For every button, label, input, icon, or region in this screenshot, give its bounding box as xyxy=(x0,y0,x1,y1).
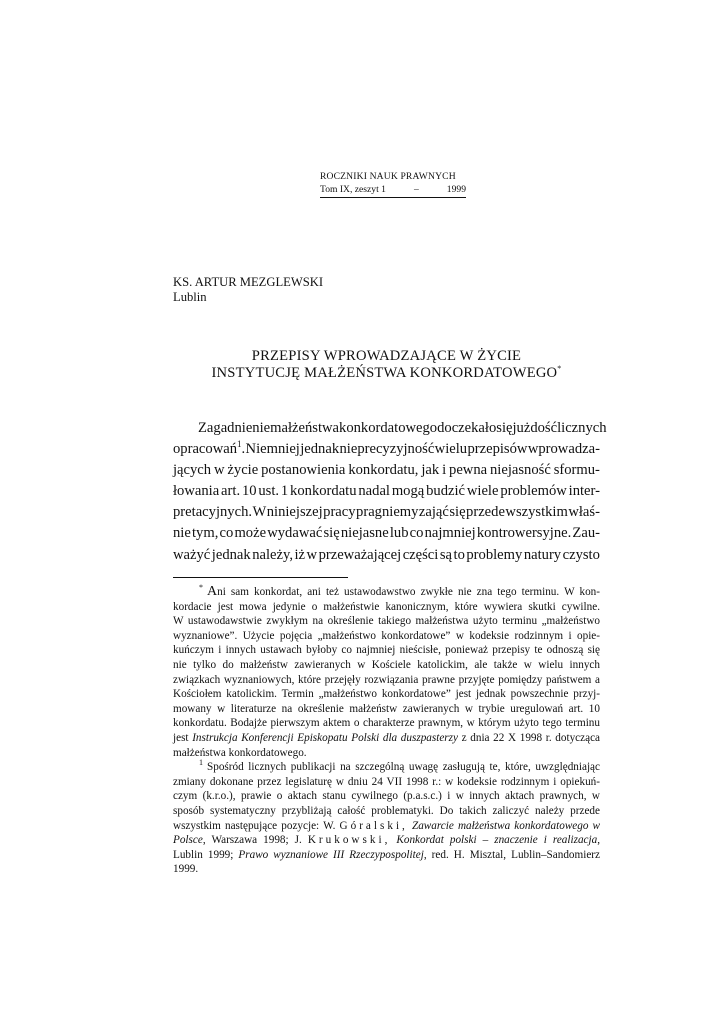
body-word: dość xyxy=(530,420,558,436)
footnote-star-initial: A xyxy=(207,584,218,599)
footnote-star-line xyxy=(173,746,600,761)
journal-name: ROCZNIKI NAUK PRAWNYCH xyxy=(320,171,456,182)
title-line-2-text: INSTYTUCJĘ MAŁŻEŃSTWA KONKORDATOWEGO xyxy=(211,365,558,381)
body-word: 1 xyxy=(280,483,289,500)
footnote-text: , red. H. Misztal, Lublin–Sandomierz xyxy=(423,848,600,861)
body-word: jednak xyxy=(211,546,251,563)
body-word: ust. xyxy=(258,483,280,500)
footnote-italic-title: Instrukcja Konferencji Episkopatu Polski dla duszpasterzy xyxy=(192,731,458,744)
body-word: mogą xyxy=(391,483,425,500)
body-word: są xyxy=(439,546,453,563)
footnote-star-line-text xyxy=(173,731,600,746)
footnote-separator xyxy=(173,577,348,578)
footnote-1-last-text: 1999. xyxy=(173,863,199,876)
body-line xyxy=(173,545,600,566)
footnote-star-line-text: Kościołem katolickim. Termin „małżeństwo konkordatowe” jest jednak powszechnie przyj- xyxy=(173,688,600,701)
body-word: małżeństwa xyxy=(270,420,340,436)
footnote-text: , Warszawa 1998; J. xyxy=(202,834,302,847)
body-word: jak xyxy=(421,462,440,479)
body-word: właś- xyxy=(568,504,600,521)
body-word: zająć xyxy=(418,504,449,521)
footnote-text: jest xyxy=(173,731,189,744)
body-word: 10 xyxy=(241,483,257,500)
footnote-star-last-text: małżeństwa konkordatowego. xyxy=(173,746,307,759)
footnote-1-line xyxy=(173,862,600,877)
footnote-star-line-text: nie tylko do małżeństw zawieranych w Kościele katolickim, ale także w wielu innych xyxy=(173,658,600,671)
footnote-italic-title: Konkordat polski – znaczenie i realizacja xyxy=(396,834,598,847)
body-word: pracy xyxy=(323,504,356,521)
footnote-star-line-text: kuńczym i innych ustawach byłoby co najmniej nieścisłe, ponieważ przepisy te odnoszą się xyxy=(173,644,600,657)
footnotes-section xyxy=(173,585,600,877)
footnote-text: z dnia 22 X 1998 r. dotycząca xyxy=(461,731,601,744)
title-line-2 xyxy=(173,365,600,382)
footnote-italic-title: Prawo wyznaniowe III Rzeczypospolitej xyxy=(238,848,424,861)
body-word: i xyxy=(442,462,447,479)
body-word: w xyxy=(213,462,225,479)
body-word: sformu- xyxy=(553,462,600,479)
footnote-star-mark: * xyxy=(199,583,203,592)
body-word: przepisów xyxy=(467,441,528,458)
footnote-star-line xyxy=(173,629,600,644)
body-word: pragniemy xyxy=(356,504,419,521)
body-word: życie xyxy=(227,462,259,479)
footnote-star-line xyxy=(173,673,600,688)
footnote-star-line-text: mowany w literaturze na określenie małżeństw zawieranych w trybie uregulowań art. 10 xyxy=(173,702,600,715)
body-line xyxy=(173,460,600,481)
footnote-text: , xyxy=(597,834,601,847)
volume-issue: Tom IX, zeszyt 1 xyxy=(320,184,386,195)
footnote-1-line-text: czym (k.r.o.), prawie o aktach stanu cywilnego (p.a.s.c.) i w innych aktach prawnych, w xyxy=(173,790,600,803)
footnote-star-line-text: wyznaniowe”. Użycie pojęcia „małżeństwo konkordatowe” w kodeksie rodzinnym i opie- xyxy=(173,629,600,642)
footnote-1-line-text: sposób systematyczny przybliżają całość problematyki. Do takich zaliczyć należy przede xyxy=(173,804,600,817)
footnote-author-spaced: Góralski, xyxy=(339,819,408,832)
body-word: nadal xyxy=(358,483,390,500)
body-word xyxy=(173,439,245,460)
footnote-star-first-text: ni sam konkordat, ani też ustawodawstwo zwykłe nie zna tego terminu. W kon- xyxy=(217,586,600,598)
body-word: konkordatu xyxy=(290,483,357,500)
body-word: kontrowersyjne. xyxy=(476,525,572,542)
body-word: budzić xyxy=(426,483,466,500)
author-block xyxy=(173,275,323,304)
footnote-1-first-text: Spośród licznych publikacji na szczególną uwagę zasługują te, które, uwzględniając xyxy=(207,761,600,774)
body-word: Zau- xyxy=(572,525,600,542)
body-word: Niemniej xyxy=(245,441,300,458)
body-word: jednak xyxy=(300,441,340,458)
title-line-1: PRZEPISY WPROWADZAJĄCE W ŻYCIE xyxy=(251,348,522,364)
body-word: ważyć xyxy=(173,546,211,563)
volume-dash: – xyxy=(413,184,419,195)
footnote-star-line-text: kordacie jest mowa jedynie o małżeństwie kanonicznym, które wywiera skutki cywilne. xyxy=(173,600,600,613)
footnote-star-line xyxy=(173,716,600,731)
footnote-star-line xyxy=(173,585,600,600)
footnote-star-line xyxy=(173,658,600,673)
body-word: inter- xyxy=(568,483,600,500)
body-word: czysto xyxy=(562,546,600,563)
footnote-1-body xyxy=(173,775,600,819)
body-word: łowania xyxy=(173,483,220,500)
body-footnote-ref: 1 xyxy=(237,439,242,450)
body-word: jących xyxy=(173,462,212,479)
footnote-text: wszystkim następujące pozycje: W. xyxy=(173,819,336,832)
body-word: to xyxy=(453,546,465,563)
body-word: może xyxy=(234,525,267,542)
author-name: KS. ARTUR MEZGLEWSKI xyxy=(173,275,324,289)
body-word: przeważającej xyxy=(318,546,402,563)
title-footnote-mark: * xyxy=(557,364,562,373)
body-line xyxy=(173,523,600,544)
body-word: nieprecyzyjność xyxy=(339,441,435,458)
footnote-1-line xyxy=(173,789,600,804)
journal-header xyxy=(320,170,466,198)
footnote-text: Lublin 1999; xyxy=(173,848,234,861)
body-word: doczekało xyxy=(437,420,497,436)
body-word: się xyxy=(449,504,466,521)
footnote-italic-title: Polsce xyxy=(173,834,203,847)
footnote-star-line xyxy=(173,614,600,629)
body-word: co xyxy=(409,525,424,542)
body-word: pewna xyxy=(449,462,488,479)
body-word: licznych xyxy=(557,420,607,436)
body-word: niejasność xyxy=(490,462,551,479)
body-word: już xyxy=(512,420,531,436)
footnote-star-line-text: konkordatu. Bodajże pierwszym aktem o charakterze prawnym, w którym użyto tego terminu xyxy=(173,717,600,730)
body-word: art. xyxy=(221,483,241,500)
body-word: nie xyxy=(173,525,191,542)
footnote-1-line xyxy=(173,848,600,863)
body-line xyxy=(173,418,607,439)
footnote-1-line xyxy=(173,833,600,848)
body-word: się xyxy=(323,525,340,542)
footnote-1-line xyxy=(173,804,600,819)
body-word: konkordatowego xyxy=(339,420,438,436)
body-word: co xyxy=(219,525,234,542)
body-word: w xyxy=(306,546,318,563)
body-word: przede xyxy=(466,504,505,521)
footnote-1-start xyxy=(199,760,600,775)
body-word: tym, xyxy=(192,525,219,542)
body-word: się xyxy=(496,420,513,436)
footnote-1-line xyxy=(173,760,600,775)
footnote-star-line xyxy=(173,687,600,702)
body-word: Zagadnienie xyxy=(198,420,271,436)
body-word: lub xyxy=(389,525,409,542)
body-line xyxy=(173,481,600,502)
body-word-punct: . xyxy=(241,441,246,458)
body-word: wprowadza- xyxy=(527,441,600,458)
body-word: iż xyxy=(294,546,306,563)
footnote-star-line-text: W ustawodawstwie zwykłym na określenie takiego małżeństwa użyto terminu „małżeństwo xyxy=(173,615,600,628)
footnote-star-line-text: związkach wyznaniowych, które przejęły rozwiązania prawne przyjęte pomiędzy państwem a xyxy=(173,673,600,686)
body-word: natury xyxy=(523,546,562,563)
footnote-1-mark: 1 xyxy=(199,758,203,768)
footnote-1-line-text xyxy=(173,833,600,848)
body-word: części xyxy=(402,546,439,563)
footnote-star-line xyxy=(173,600,600,615)
body-word: najmniej xyxy=(424,525,476,542)
author-city: Lublin xyxy=(173,289,207,304)
body-word: W xyxy=(252,504,267,521)
footnote-1-line-text xyxy=(173,848,600,863)
volume-line xyxy=(320,183,466,198)
footnote-star-line xyxy=(173,731,600,746)
footnote-star-line xyxy=(173,702,600,717)
footnote-italic-title: Zawarcie małżeństwa konkordatowego w xyxy=(411,819,601,832)
body-word: niejasne xyxy=(340,525,389,542)
article-title xyxy=(173,348,600,382)
footnote-star-body xyxy=(173,600,600,731)
body-line xyxy=(173,439,600,460)
body-word-text: opracowań xyxy=(173,441,238,458)
body-word: wiele xyxy=(466,483,499,500)
footnote-star-line xyxy=(173,643,600,658)
body-word: niniejszej xyxy=(266,504,323,521)
footnote-1-line xyxy=(173,819,600,834)
footnote-1-line xyxy=(173,775,600,790)
body-word: problemów xyxy=(500,483,567,500)
body-word: wszystkim xyxy=(505,504,568,521)
footnote-star-start xyxy=(199,585,600,600)
publication-year: 1999 xyxy=(446,184,466,195)
body-word: wielu xyxy=(434,441,468,458)
body-word: należy, xyxy=(252,546,293,563)
body-word: pretacyjnych. xyxy=(173,504,253,521)
body-word: konkordatu, xyxy=(348,462,419,479)
body-word: problemy xyxy=(466,546,523,563)
footnote-author-spaced: Krukowski, xyxy=(307,834,391,847)
footnote-1-line-text: zmiany dokonane przez legislaturę w dniu 24 VII 1998 r.: w kodeksie rodzinnym i opiekuń- xyxy=(173,775,600,788)
body-word: wydawać xyxy=(267,525,323,542)
body-paragraph xyxy=(173,418,607,566)
body-line xyxy=(173,502,600,523)
body-word: postanowienia xyxy=(261,462,346,479)
footnote-1-line-text xyxy=(173,819,600,834)
